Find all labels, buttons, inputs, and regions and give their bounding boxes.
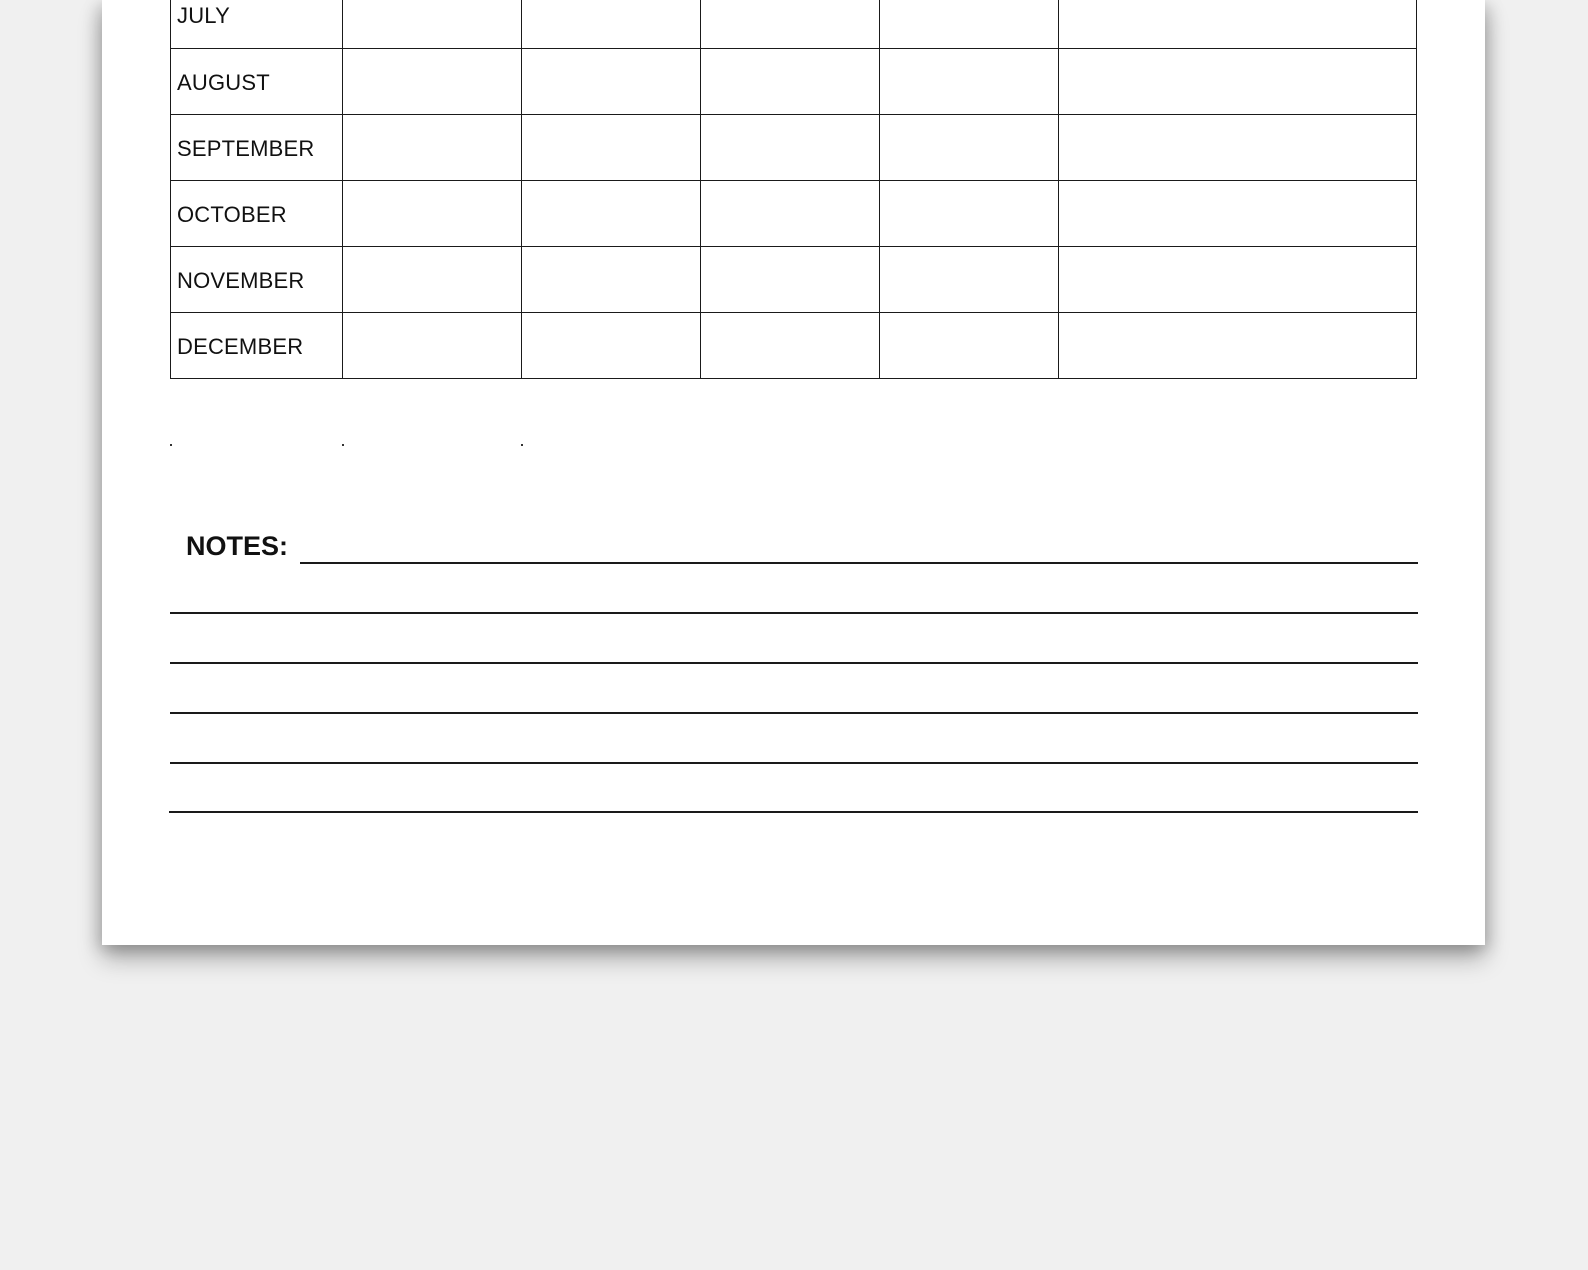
table-row: [171, 313, 1417, 379]
table-cell[interactable]: [343, 115, 522, 181]
table-row: [171, 181, 1417, 247]
month-label: JULY: [171, 0, 343, 49]
table-cell[interactable]: [1059, 115, 1417, 181]
month-label: DECEMBER: [171, 313, 343, 379]
table-cell[interactable]: [1059, 313, 1417, 379]
table-row: [171, 0, 1417, 49]
table-cell[interactable]: [522, 0, 701, 49]
table-cell[interactable]: [522, 115, 701, 181]
table-row: [171, 115, 1417, 181]
table-cell[interactable]: [1059, 181, 1417, 247]
stray-dot: [342, 444, 344, 446]
notes-line[interactable]: [170, 662, 1418, 664]
table-cell[interactable]: [343, 181, 522, 247]
month-label: OCTOBER: [171, 181, 343, 247]
notes-label: NOTES:: [186, 531, 289, 561]
table-cell[interactable]: [880, 115, 1059, 181]
table-cell[interactable]: [1059, 247, 1417, 313]
table-row: [171, 247, 1417, 313]
month-label: NOVEMBER: [171, 247, 343, 313]
month-label: SEPTEMBER: [171, 115, 343, 181]
notes-line[interactable]: [170, 762, 1418, 764]
notes-line[interactable]: [300, 562, 1418, 564]
table-cell[interactable]: [343, 247, 522, 313]
notes-line[interactable]: [170, 712, 1418, 714]
table-cell[interactable]: [701, 115, 880, 181]
stray-dot: [170, 444, 172, 446]
table-cell[interactable]: [343, 0, 522, 49]
table-cell[interactable]: [522, 247, 701, 313]
document-page: [102, 0, 1485, 945]
table-cell[interactable]: [880, 313, 1059, 379]
table-cell[interactable]: [522, 49, 701, 115]
monthly-log-table: [170, 0, 1417, 379]
notes-line[interactable]: [170, 612, 1418, 614]
table-cell[interactable]: [343, 313, 522, 379]
table-cell[interactable]: [880, 247, 1059, 313]
table-cell[interactable]: [522, 313, 701, 379]
table-cell[interactable]: [1059, 0, 1417, 49]
table-cell[interactable]: [701, 181, 880, 247]
table-cell[interactable]: [701, 0, 880, 49]
table-row: [171, 49, 1417, 115]
table-cell[interactable]: [1059, 49, 1417, 115]
table-cell[interactable]: [701, 49, 880, 115]
table-cell[interactable]: [522, 181, 701, 247]
notes-line[interactable]: [169, 811, 1418, 813]
table-cell[interactable]: [880, 49, 1059, 115]
table-cell[interactable]: [701, 247, 880, 313]
table-cell[interactable]: [343, 49, 522, 115]
table-cell[interactable]: [880, 0, 1059, 49]
table-cell[interactable]: [880, 181, 1059, 247]
table-cell[interactable]: [701, 313, 880, 379]
month-label: AUGUST: [171, 49, 343, 115]
stray-dot: [521, 444, 523, 446]
